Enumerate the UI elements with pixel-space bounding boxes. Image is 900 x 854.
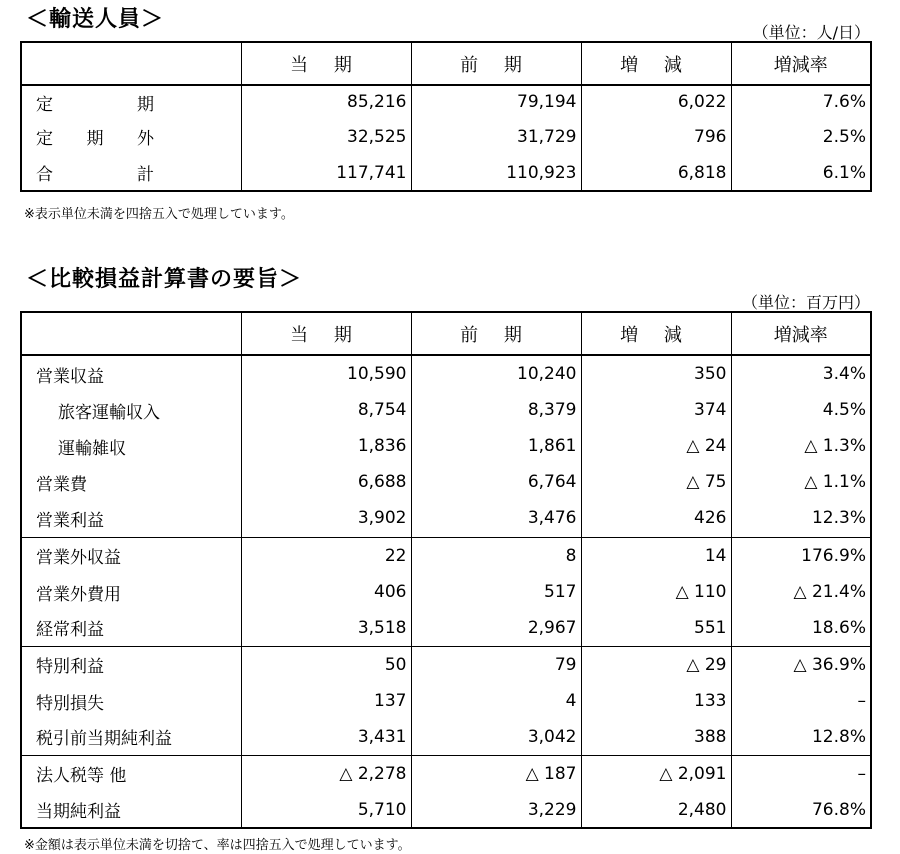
cell-change: 350 <box>581 355 731 392</box>
cell-previous: 8 <box>411 537 581 574</box>
cell-rate: 18.6% <box>731 610 871 646</box>
cell-change: 796 <box>581 118 731 155</box>
table-row <box>21 755 871 792</box>
cell-previous: 1,861 <box>411 428 581 464</box>
row-label-char: 外 <box>137 129 154 149</box>
cell-previous: 517 <box>411 574 581 610</box>
cell-change: △ 2,091 <box>581 755 731 792</box>
section2-unit: （単位：百万円） <box>741 293 870 312</box>
table-row <box>21 118 871 155</box>
cell-current: 406 <box>241 574 411 610</box>
cell-current: 50 <box>241 646 411 683</box>
cell-previous: 31,729 <box>411 118 581 155</box>
cell-current: 85,216 <box>241 85 411 118</box>
cell-previous: 6,764 <box>411 464 581 500</box>
cell-rate: △ 1.1% <box>731 464 871 500</box>
table-row <box>21 646 871 683</box>
row-label: 営業収益 <box>36 366 104 387</box>
header-blank <box>21 312 241 355</box>
cell-change: 133 <box>581 683 731 719</box>
section1-note: ※表示単位未満を四捨五入で処理しています。 <box>24 207 294 222</box>
income-statement-table <box>20 311 872 829</box>
row-label: 旅客運輸収入 <box>58 402 160 423</box>
cell-rate: 76.8% <box>731 792 871 828</box>
cell-current: 6,688 <box>241 464 411 500</box>
cell-change: 6,022 <box>581 85 731 118</box>
cell-previous: 79,194 <box>411 85 581 118</box>
header-rate: 増減率 <box>731 42 871 85</box>
row-label: 営業外費用 <box>36 584 121 605</box>
row-label: 営業費 <box>36 474 87 495</box>
cell-previous: 2,967 <box>411 610 581 646</box>
header-change: 増 減 <box>581 312 731 355</box>
cell-rate: △ 36.9% <box>731 646 871 683</box>
cell-change: 14 <box>581 537 731 574</box>
cell-change: 388 <box>581 719 731 755</box>
row-label <box>21 85 241 118</box>
header-current: 当 期 <box>241 312 411 355</box>
cell-previous: 3,476 <box>411 500 581 537</box>
cell-current: 22 <box>241 537 411 574</box>
cell-current: 137 <box>241 683 411 719</box>
row-label-char: 期 <box>86 129 104 149</box>
header-change: 増 減 <box>581 42 731 85</box>
cell-current: 32,525 <box>241 118 411 155</box>
cell-current: 117,741 <box>241 155 411 191</box>
cell-current: 3,518 <box>241 610 411 646</box>
cell-change: 2,480 <box>581 792 731 828</box>
cell-rate: △ 1.3% <box>731 428 871 464</box>
cell-current: 1,836 <box>241 428 411 464</box>
row-label: 営業利益 <box>36 510 104 531</box>
cell-rate: 12.8% <box>731 719 871 755</box>
cell-current: 3,902 <box>241 500 411 537</box>
cell-previous: △ 187 <box>411 755 581 792</box>
cell-change: △ 29 <box>581 646 731 683</box>
table-header-row <box>21 42 871 85</box>
cell-current: 10,590 <box>241 355 411 392</box>
header-previous: 前 期 <box>411 312 581 355</box>
row-label <box>21 118 241 155</box>
table-row <box>21 392 871 428</box>
header-current: 当 期 <box>241 42 411 85</box>
table-row <box>21 792 871 828</box>
cell-change: 374 <box>581 392 731 428</box>
cell-rate: 6.1% <box>731 155 871 191</box>
cell-change: 551 <box>581 610 731 646</box>
cell-change: 6,818 <box>581 155 731 191</box>
row-label <box>21 155 241 191</box>
row-label-char: 計 <box>137 165 154 185</box>
cell-rate: 2.5% <box>731 118 871 155</box>
section1-unit: （単位：人/日） <box>752 23 870 42</box>
table-row <box>21 574 871 610</box>
row-label-char: 期 <box>137 94 154 115</box>
row-label: 営業外収益 <box>21 537 241 574</box>
row-label: 運輸雑収 <box>58 438 126 459</box>
table-row <box>21 610 871 646</box>
table-row <box>21 683 871 719</box>
header-rate: 増減率 <box>731 312 871 355</box>
header-previous: 前 期 <box>411 42 581 85</box>
table-row <box>21 464 871 500</box>
table-row <box>21 537 871 574</box>
row-label: 特別利益 <box>21 646 241 683</box>
table-row <box>21 85 871 118</box>
section2-note: ※金額は表示単位未満を切捨て、率は四捨五入で処理しています。 <box>24 838 411 853</box>
cell-rate: 4.5% <box>731 392 871 428</box>
cell-rate: 3.4% <box>731 355 871 392</box>
cell-previous: 3,042 <box>411 719 581 755</box>
cell-rate: – <box>731 755 871 792</box>
table-row <box>21 500 871 537</box>
cell-change: △ 24 <box>581 428 731 464</box>
cell-change: △ 110 <box>581 574 731 610</box>
passenger-table <box>20 41 872 192</box>
cell-change: △ 75 <box>581 464 731 500</box>
cell-previous: 3,229 <box>411 792 581 828</box>
table-row <box>21 155 871 191</box>
table-row <box>21 355 871 392</box>
row-label: 法人税等 他 <box>21 755 241 792</box>
cell-rate: 176.9% <box>731 537 871 574</box>
table-header-row <box>21 312 871 355</box>
table-row <box>21 428 871 464</box>
section2-title: ＜比較損益計算書の要旨＞ <box>26 267 303 292</box>
cell-previous: 79 <box>411 646 581 683</box>
cell-previous: 10,240 <box>411 355 581 392</box>
cell-rate: 12.3% <box>731 500 871 537</box>
row-label: 税引前当期純利益 <box>36 729 172 750</box>
section1-title: ＜輸送人員＞ <box>26 7 165 32</box>
row-label-char: 定 <box>36 129 53 149</box>
row-label: 特別損失 <box>36 693 104 714</box>
header-blank <box>21 42 241 85</box>
row-label: 当期純利益 <box>36 802 121 822</box>
cell-rate: 7.6% <box>731 85 871 118</box>
cell-change: 426 <box>581 500 731 537</box>
row-label-char: 合 <box>36 165 53 185</box>
cell-previous: 110,923 <box>411 155 581 191</box>
table-row <box>21 719 871 755</box>
cell-current: △ 2,278 <box>241 755 411 792</box>
cell-previous: 4 <box>411 683 581 719</box>
cell-current: 3,431 <box>241 719 411 755</box>
cell-current: 5,710 <box>241 792 411 828</box>
cell-current: 8,754 <box>241 392 411 428</box>
row-label-char: 定 <box>36 94 53 115</box>
cell-rate: △ 21.4% <box>731 574 871 610</box>
cell-previous: 8,379 <box>411 392 581 428</box>
row-label: 経常利益 <box>36 620 104 641</box>
cell-rate: – <box>731 683 871 719</box>
